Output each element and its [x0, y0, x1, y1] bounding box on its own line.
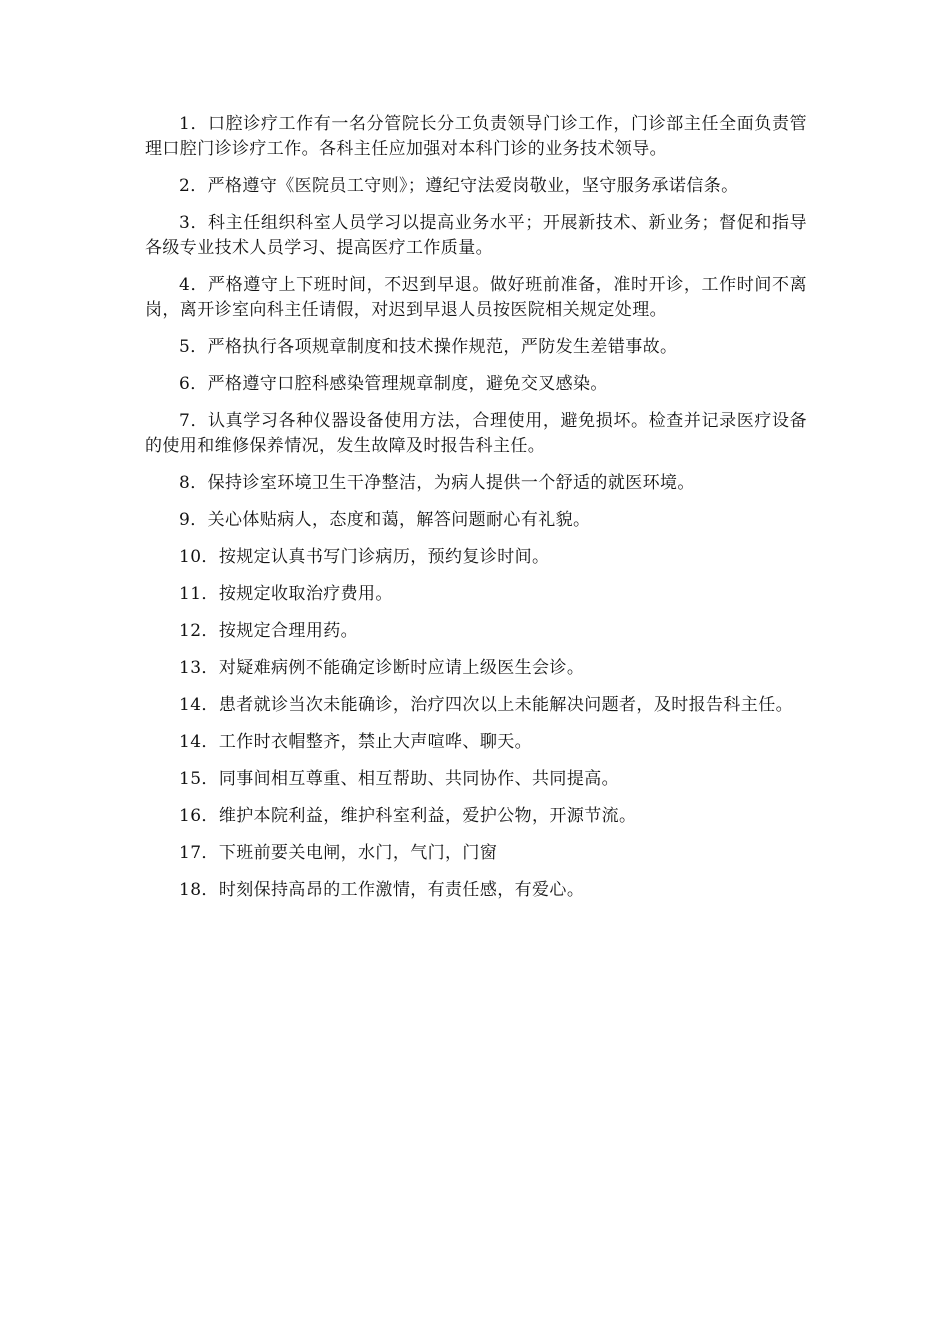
rule-item-12: 12．按规定合理用药。	[179, 621, 359, 641]
rule-item-16: 16．维护本院利益，维护科室利益，爱护公物，开源节流。	[179, 806, 637, 826]
rule-item-1: 1．口腔诊疗工作有一名分管院长分工负责领导门诊工作，门诊部主任全面负责管理口腔门诊诊疗工作。各科主任应加强对本科门诊的业务技术领导。	[145, 114, 807, 159]
rule-item-13: 13．对疑难病例不能确定诊断时应请上级医生会诊。	[179, 658, 585, 678]
rule-item-14a: 14．患者就诊当次未能确诊，治疗四次以上未能解决问题者，及时报告科主任。	[179, 695, 794, 715]
rule-item-17: 17．下班前要关电闸，水门，气门，门窗	[179, 843, 498, 863]
rule-item-18: 18．时刻保持高昂的工作激情，有责任感，有爱心。	[179, 880, 585, 900]
rule-item-5: 5．严格执行各项规章制度和技术操作规范，严防发生差错事故。	[179, 337, 678, 357]
rule-item-10: 10．按规定认真书写门诊病历，预约复诊时间。	[179, 547, 550, 567]
rule-item-2: 2．严格遵守《医院员工守则》；遵纪守法爱岗敬业，坚守服务承诺信条。	[179, 176, 739, 196]
rule-item-14b: 14．工作时衣帽整齐，禁止大声喧哗、聊天。	[179, 732, 533, 752]
rule-item-4: 4．严格遵守上下班时间，不迟到早退。做好班前准备，准时开诊，工作时间不离岗，离开诊室向科主任请假，对迟到早退人员按医院相关规定处理。	[145, 275, 807, 320]
rule-item-8: 8．保持诊室环境卫生干净整洁，为病人提供一个舒适的就医环境。	[179, 473, 695, 493]
rule-item-7: 7．认真学习各种仪器设备使用方法，合理使用，避免损坏。检查并记录医疗设备的使用和维修保养情况，发生故障及时报告科主任。	[145, 411, 807, 456]
document-body	[145, 112, 807, 915]
rule-item-6: 6．严格遵守口腔科感染管理规章制度，避免交叉感染。	[179, 374, 608, 394]
rule-item-15: 15．同事间相互尊重、相互帮助、共同协作、共同提高。	[179, 769, 620, 789]
rule-item-11: 11．按规定收取治疗费用。	[179, 584, 393, 604]
rule-item-3: 3．科主任组织科室人员学习以提高业务水平；开展新技术、新业务；督促和指导各级专业技术人员学习、提高医疗工作质量。	[145, 213, 807, 258]
rule-item-9: 9．关心体贴病人，态度和蔼，解答问题耐心有礼貌。	[179, 510, 591, 530]
